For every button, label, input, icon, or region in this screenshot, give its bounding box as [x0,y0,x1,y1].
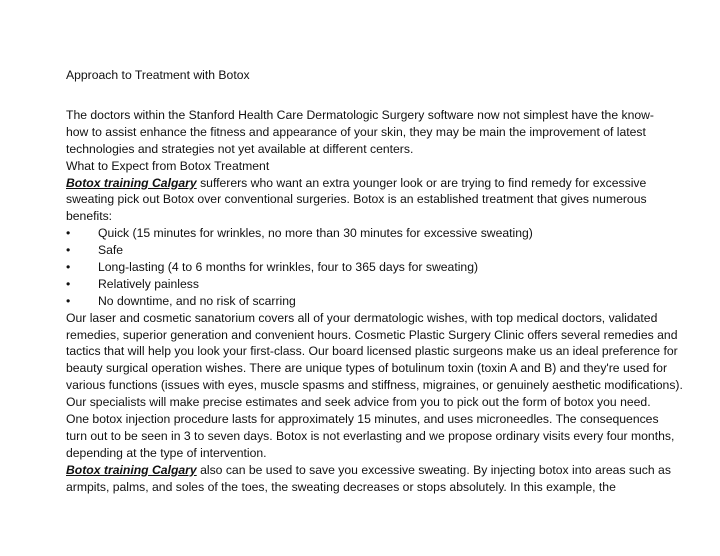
text-line: various functions (issues with eyes, muscle spasms and stiffness, migraines, or genuinely aesthetic modifications). [66,378,683,393]
text-fragment: sufferers who want an extra younger look or are trying to find remedy for excessive [196,175,647,190]
text-line: armpits, palms, and soles of the toes, the sweating decreases or stops absolutely. In this example, the [66,479,616,494]
bullet-icon: • [66,243,71,258]
document-title: Approach to Treatment with Botox [66,68,250,82]
bullet-text: Relatively painless [98,276,199,291]
bullet-text: Safe [98,243,124,258]
text-line: remedies, superior generation and convenient hours. Cosmetic Plastic Surgery Clinic offers several remedies and [66,327,678,342]
bullet-icon: • [66,260,71,275]
bullet-item [66,276,666,293]
text-line: The doctors within the Stanford Health Care Dermatologic Surgery software now not simplest have the know- [66,108,654,122]
botox-training-link[interactable]: Botox training Calgary [66,175,197,190]
text-line: Our specialists will make precise estimates and seek advice from you to pick out the form of botox you need. [66,395,651,410]
bullet-text: Long-lasting (4 to 6 months for wrinkles, four to 365 days for sweating) [98,260,479,275]
section-heading: What to Expect from Botox Treatment [66,158,270,173]
bullet-item [66,242,666,259]
text-line: benefits: [66,209,113,224]
text-line: One botox injection procedure lasts for approximately 15 minutes, and uses microneedles. The consequences [66,412,659,427]
bullet-text: Quick (15 minutes for wrinkles, no more than 30 minutes for excessive sweating) [98,226,533,241]
text-line: how to assist enhance the fitness and appearance of your skin, they may be main the improvement of latest [66,124,646,139]
bullet-icon: • [66,293,71,308]
text-line: turn out to be seen in 3 to seven days. Botox is not everlasting and we propose ordinary visits every four months, [66,428,675,443]
bullet-item [66,259,666,276]
bullet-icon: • [66,226,71,241]
text-fragment: also can be used to save you excessive sweating. By injecting botox into areas such as [196,462,671,477]
document-body [66,107,683,495]
bullet-icon: • [66,276,71,291]
bullet-item [66,225,666,242]
bullet-item [66,293,666,310]
text-line: depending at the type of intervention. [66,445,267,460]
text-line: tactics that will help you look your first-class. Our board licensed plastic surgeons make us an ideal preference for [66,344,678,359]
text-line [66,175,666,192]
text-line: beauty surgical operation wishes. There are unique types of botulinum toxin (toxin A and B) and they're used for [66,361,668,376]
text-line: Our laser and cosmetic sanatorium covers all of your dermatologic wishes, with top medical doctors, validated [66,310,658,325]
text-line: technologies and strategies not yet available at different centers. [66,141,414,156]
text-line [66,462,671,479]
text-line: sweating pick out Botox over conventional surgeries. Botox is an established treatment that gives numerous [66,192,647,207]
bullet-text: No downtime, and no risk of scarring [98,293,296,308]
botox-training-link[interactable]: Botox training Calgary [66,462,197,477]
